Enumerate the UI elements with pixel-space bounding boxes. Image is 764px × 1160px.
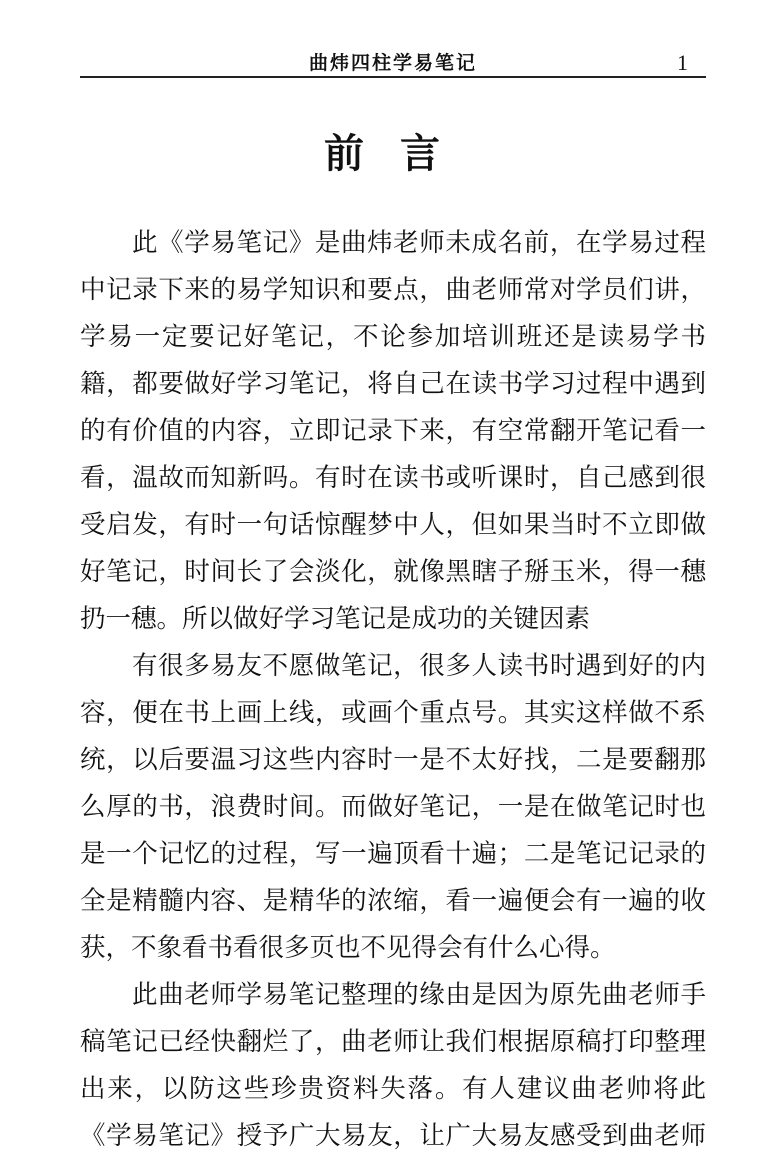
text-line: 此曲老师学易笔记整理的缘由是因为原先曲老师手 (132, 980, 706, 1010)
text-line: 么厚的书，浪费时间。而做好笔记，一是在做笔记时也 (80, 792, 706, 822)
text-line: 稿笔记已经快翻烂了，曲老师让我们根据原稿打印整理 (80, 1027, 706, 1057)
header-rule (80, 76, 706, 78)
text-line: 《学易笔记》授予广大易友，让广大易友感受到曲老师 (80, 1121, 706, 1151)
text-line: 此《学易笔记》是曲炜老师未成名前，在学易过程 (132, 228, 706, 258)
text-line: 扔一穗。所以做好学习笔记是成功的关键因素 (80, 604, 591, 634)
text-line: 全是精髓内容、是精华的浓缩，看一遍便会有一遍的收 (80, 886, 706, 916)
text-line: 好笔记，时间长了会淡化，就像黑瞎子掰玉米，得一穗 (80, 557, 706, 587)
text-line: 受启发，有时一句话惊醒梦中人，但如果当时不立即做 (80, 510, 706, 540)
running-header (80, 46, 706, 80)
paragraph-3 (80, 972, 706, 1160)
text-line: 籍，都要做好学习笔记，将自己在读书学习过程中遇到 (80, 369, 706, 399)
page-number: 1 (677, 50, 688, 75)
text-line: 看，温故而知新吗。有时在读书或听课时，自己感到很 (80, 463, 706, 493)
text-line: 统，以后要温习这些内容时一是不太好找，二是要翻那 (80, 745, 706, 775)
paragraph-1 (80, 220, 706, 643)
chapter-title: 前言 (324, 131, 476, 177)
text-line: 容，便在书上画上线，或画个重点号。其实这样做不系 (80, 698, 706, 728)
running-header-title: 曲炜四柱学易笔记 (308, 52, 477, 74)
text-line: 学易一定要记好笔记，不论参加培训班还是读易学书 (80, 322, 706, 352)
text-line: 中记录下来的易学知识和要点，曲老师常对学员们讲， (80, 275, 706, 305)
paragraph-2 (80, 643, 706, 972)
text-line: 的有价值的内容，立即记录下来，有空常翻开笔记看一 (80, 416, 706, 446)
text-line: 获，不象看书看很多页也不见得会有什么心得。 (80, 933, 616, 963)
body-text (80, 220, 706, 1160)
text-line: 出来，以防这些珍贵资料失落。有人建议曲老帅将此 (80, 1074, 706, 1104)
text-line: 是一个记忆的过程，写一遍顶看十遍；二是笔记记录的 (80, 839, 706, 869)
text-line: 有很多易友不愿做笔记，很多人读书时遇到好的内 (132, 651, 706, 681)
